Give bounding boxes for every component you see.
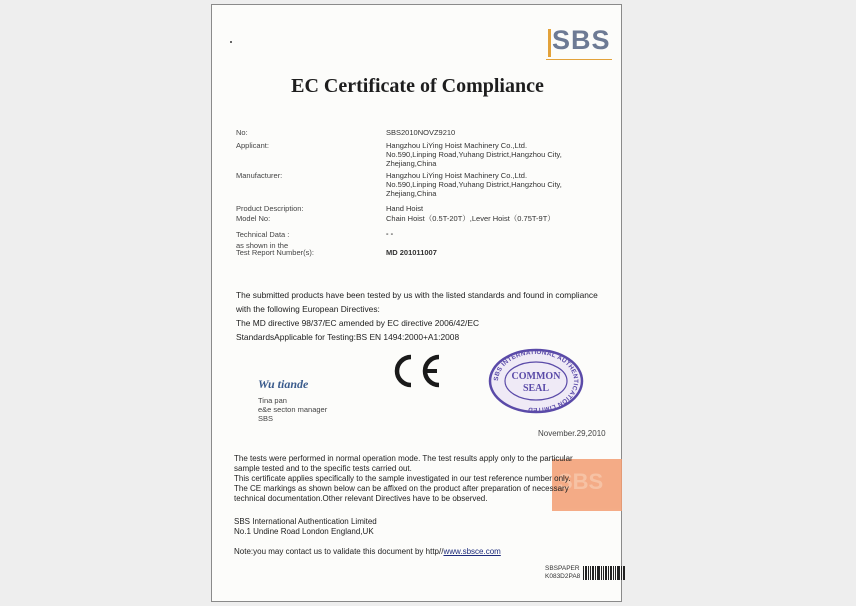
note-line-2: sample tested and to the specific tests carried out. (234, 464, 412, 473)
paper-code-line1: SBSPAPER (545, 565, 580, 572)
value-manufacturer-line1: Hangzhou LiYing Hoist Machinery Co.,Ltd. (386, 171, 528, 180)
label-applicant: Applicant: (236, 141, 269, 150)
note-line-1: The tests were performed in normal operation mode. The test results apply only to the particular (234, 454, 573, 463)
validation-note (234, 547, 614, 558)
value-test-report-number: MD 201011007 (386, 248, 437, 257)
sbs-logo (542, 23, 614, 65)
ce-mark-icon (388, 351, 444, 391)
value-applicant-line2: No.590,Linping Road,Yuhang District,Hangzhou City, (386, 150, 562, 159)
label-test-report: Test Report Number(s): (236, 248, 314, 257)
value-technical-data: - - (386, 229, 394, 238)
sbsce-link[interactable]: www.sbsce.com (443, 547, 501, 556)
validation-text: Note:you may contact us to validate this document by http// (234, 547, 444, 556)
signatory-name: Tina pan (258, 396, 287, 405)
signatory-org: SBS (258, 414, 274, 423)
value-applicant-line3: Zhejiang,China (386, 159, 437, 168)
label-model-no: Model No: (236, 214, 271, 223)
value-manufacturer-line2: No.590,Linping Road,Yuhang District,Hangzhou City, (386, 180, 562, 189)
value-applicant-line1: Hangzhou LiYing Hoist Machinery Co.,Ltd. (386, 141, 528, 150)
barcode-icon (583, 566, 625, 580)
signature: Wu tiande (258, 377, 309, 391)
value-no: SBS2010NOVZ9210 (386, 128, 456, 137)
statement-line-2: with the following European Directives: (236, 304, 380, 314)
value-manufacturer-line3: Zhejiang,China (386, 189, 437, 198)
label-manufacturer: Manufacturer: (236, 171, 283, 180)
logo-text: SBS (552, 25, 611, 55)
note-line-3: This certificate applies specifically to the sample investigated in our test reference number only. (234, 474, 571, 483)
signatory-position: e&e secton manager (258, 405, 328, 414)
note-line-5: technical documentation.Other relevant Directives have to be observed. (234, 494, 488, 503)
statement-line-4: StandardsApplicable for Testing:BS EN 1494:2000+A1:2008 (236, 332, 460, 342)
certificate-title: EC Certificate of Compliance (291, 75, 544, 97)
statement-line-1: The submitted products have been tested by us with the listed standards and found in compliance (236, 290, 598, 300)
issuer-name: SBS International Authentication Limited (234, 517, 377, 526)
issuer-address: No.1 Undine Road London England,UK (234, 527, 374, 536)
certificate-page (211, 4, 622, 602)
logo-accent-bar (548, 29, 551, 57)
value-model-no: Chain Hoist（0.5T-20T）,Lever Hoist（0.75T-9T） (386, 214, 555, 223)
label-technical-data: Technical Data : (236, 230, 290, 239)
label-product-description: Product Description: (236, 204, 304, 213)
speck (230, 41, 232, 43)
seal-center-line2: SEAL (522, 383, 550, 394)
label-no: No: (236, 128, 248, 137)
paper-code-line2: K083D2PA8 (545, 572, 581, 580)
logo-underline (546, 59, 612, 60)
seal-center-line1: COMMON (511, 371, 561, 382)
seal-ring-text: SBS INTERNATIONAL AUTHENTICATION LIMITED (492, 348, 580, 414)
common-seal-stamp (488, 348, 584, 414)
note-line-4: The CE markings as shown below can be affixed on the product after preparation of necessary (234, 484, 569, 493)
statement-line-3: The MD directive 98/37/EC amended by EC directive 2006/42/EC (236, 318, 479, 328)
value-product-description: Hand Hoist (386, 204, 424, 213)
paper-barcode (545, 565, 580, 580)
stamp-mark: SBS (558, 469, 604, 494)
certificate-date: November.29,2010 (538, 429, 606, 438)
label-as-shown: as shown in the (236, 241, 289, 250)
